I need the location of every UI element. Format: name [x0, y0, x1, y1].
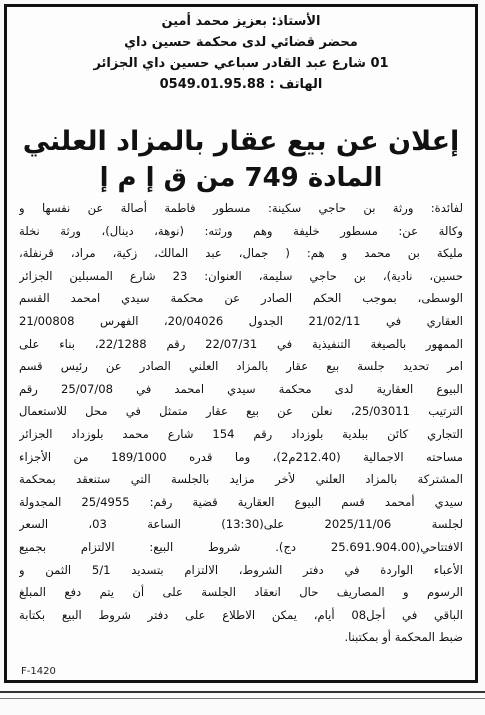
body-line: لفائدة: ورثة بن حاجي سكينة: مسطور فاطمة أصالة عن نفسها و	[19, 201, 463, 215]
body-line: لجلسة 2025/11/06 على(13:30) الساعة 03، السعر	[19, 517, 463, 532]
bailiff-name: الأستاذ: بعزيز محمد أمين	[161, 14, 321, 29]
body-line: المشتركة بالمزاد العلني لأخر مزايد بالجلسة التي ستنعقد بمحكمة	[19, 472, 463, 487]
body-line: الترتيب 25/03011، نعلن عن بيع عقار متمثل في محل للاستعمال	[19, 404, 463, 419]
bailiff-header	[15, 11, 467, 95]
body-line: الوسطى، بموجب الحكم الصادر عن محكمة سيدي امحمد القسم	[19, 291, 463, 306]
body-line: الباقي في أجل08 أيام، يمكن الاطلاع على دفتر شروط البيع بكتابة	[19, 607, 463, 622]
body-line: البيوع العقارية لدى محكمة سيدي امحمد في 25/07/08 رقم	[19, 381, 463, 396]
bailiff-address: 01 شارع عبد القادر سباعي حسين داي الجزائر	[93, 56, 389, 71]
body-line: مليكة بن محمد و هم: ( جمال، عبد المالك، زكية، مراد، قرنفلة،	[19, 246, 463, 261]
body-line: امر تحديد جلسة بيع عقار بالمزاد العلني الصادر عن رئيس قسم	[19, 359, 463, 374]
reference-code: F-1420	[21, 666, 56, 677]
body-line: ضبط المحكمة أو بمكتبنا.	[344, 630, 463, 645]
body-line: الافتتاحي(25.691.904.00 دج). شروط البيع: الالتزام بجميع	[19, 539, 463, 554]
notice-frame	[4, 4, 478, 683]
body-line: حسين، نادية)، بن حاجي سليمة، العنوان: 23 شارع المسبلين الجزائر	[19, 268, 463, 283]
body-line: وكالة عن: مسطور خليفة وهم ورثته: (نوهة، دينال)، ورثة نخلة	[19, 223, 463, 238]
body-line: الرسوم و المصاريف حال انعقاد الجلسة على أن يتم دفع المبلغ	[19, 585, 463, 600]
body-line: الأعباء الواردة في دفتر الشروط، الالتزام بتسديد 5/1 الثمن و	[19, 562, 463, 577]
notice-body	[19, 197, 463, 649]
body-line: العقاري في 21/02/11 الجدول 20/04026، الفهرس 21/00808	[19, 313, 463, 328]
bottom-divider-thin	[0, 698, 485, 699]
bailiff-phone: الهاتف : 0549.01.95.88	[159, 77, 323, 92]
notice-heading	[15, 124, 467, 196]
notice-legal-article: المادة 749 من ق إ م إ	[99, 163, 383, 193]
body-line: سيدي أمحمد قسم البيوع العقارية قضية رقم: 25/4955 المجدولة	[19, 494, 463, 509]
notice-title: إعلان عن بيع عقار بالمزاد العلني	[22, 126, 460, 157]
body-line: مساحته الاجمالية (212.40م2)، وما قدره 189/1000 من الأجزاء	[19, 449, 463, 464]
body-line: الممهور بالصيغة التنفيذية في 22/07/31 رقم 22/1288، بناء على	[19, 336, 463, 351]
body-line: التجاري كائن ببلدية بلوزداد رقم 154 شارع محمد بلوزداد الجزائر	[19, 426, 463, 441]
bailiff-title: محضر قضائي لدى محكمة حسين داي	[124, 35, 358, 50]
bottom-divider	[0, 691, 485, 693]
